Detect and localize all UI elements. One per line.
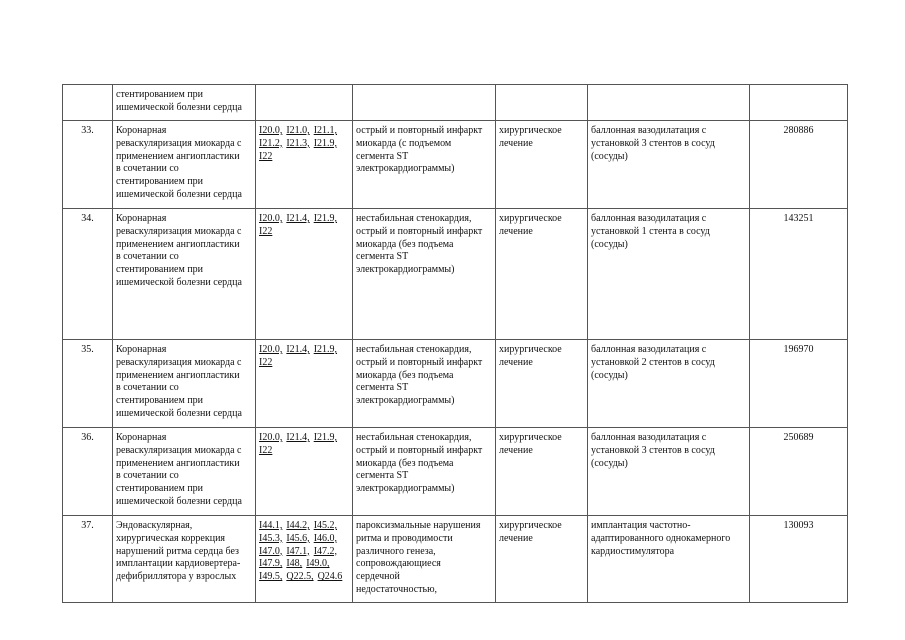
tariff-table bbox=[62, 84, 848, 603]
treatment-method-text: баллонная вазодилатация с bbox=[591, 432, 707, 443]
care-type-cell bbox=[113, 209, 256, 340]
treatment-type-cell bbox=[496, 428, 588, 516]
treatment-type-text: лечение bbox=[499, 532, 533, 544]
care-type-text: Коронарная bbox=[116, 344, 167, 355]
icd-code-link[interactable]: I20.0, bbox=[259, 432, 283, 443]
treatment-type-cell bbox=[496, 121, 588, 209]
treatment-method-text: кардиостимулятора bbox=[591, 545, 675, 557]
treatment-method-text: установкой 3 стентов в сосуд bbox=[591, 444, 715, 456]
icd-code-link[interactable]: I21.2, bbox=[259, 137, 283, 149]
table-row bbox=[63, 85, 848, 121]
care-type-text: стентированием при bbox=[116, 395, 204, 407]
row-number: 37. bbox=[63, 516, 113, 603]
care-type-text: реваскуляризация миокарда с bbox=[116, 356, 242, 368]
treatment-method-cell bbox=[588, 428, 750, 516]
care-type-text: в сочетании со bbox=[116, 251, 179, 263]
patient-model-text: острый и повторный инфаркт bbox=[356, 125, 483, 136]
treatment-type-text: лечение bbox=[499, 137, 533, 149]
patient-model-text: острый и повторный инфаркт bbox=[356, 225, 483, 237]
care-type-text: Эндоваскулярная, bbox=[116, 520, 193, 531]
patient-model-text: сегмента ST bbox=[356, 251, 409, 263]
care-type-cell bbox=[113, 428, 256, 516]
patient-model-text: различного генеза, bbox=[356, 545, 436, 557]
row-number: 35. bbox=[63, 340, 113, 428]
patient-model-cell bbox=[353, 209, 496, 340]
care-type-text: Коронарная bbox=[116, 125, 167, 136]
patient-model-text: сегмента ST bbox=[356, 150, 409, 162]
care-type-text: в сочетании со bbox=[116, 382, 179, 394]
icd-code-link[interactable]: I47.1, bbox=[286, 545, 310, 557]
care-type-cell bbox=[113, 121, 256, 209]
icd-code-link[interactable]: I21.9, bbox=[313, 137, 338, 149]
patient-model-text: острый и повторный инфаркт bbox=[356, 444, 483, 456]
table-row bbox=[63, 209, 848, 340]
treatment-type-text: хирургическое bbox=[499, 125, 562, 136]
icd-code-link[interactable]: I44.2, bbox=[286, 520, 310, 531]
care-type-text: в сочетании со bbox=[116, 163, 179, 175]
patient-model-text: электрокардиограммы) bbox=[356, 483, 455, 495]
icd-code-line bbox=[259, 571, 349, 584]
icd-code-link[interactable]: I22 bbox=[259, 225, 273, 237]
patient-model-cell bbox=[353, 516, 496, 603]
icd-code-link[interactable]: I21.9, bbox=[313, 432, 338, 443]
icd-code-line bbox=[259, 125, 349, 138]
care-type-cell bbox=[113, 340, 256, 428]
treatment-method-text: (сосуды) bbox=[591, 369, 628, 381]
icd-code-link[interactable]: I45.2, bbox=[313, 520, 338, 531]
icd-code-link[interactable]: I20.0, bbox=[259, 344, 283, 355]
treatment-type-cell bbox=[496, 516, 588, 603]
patient-model-cell bbox=[353, 121, 496, 209]
row-number: 36. bbox=[63, 428, 113, 516]
cost-norm: 143251 bbox=[750, 209, 848, 340]
icd-code-link[interactable]: I48, bbox=[286, 558, 303, 570]
treatment-method-text: (сосуды) bbox=[591, 238, 628, 250]
table-body bbox=[63, 85, 848, 603]
patient-model-text: миокарда (без подъема bbox=[356, 457, 454, 469]
treatment-method-cell bbox=[588, 85, 750, 121]
treatment-method-cell bbox=[588, 121, 750, 209]
patient-model-text: электрокардиограммы) bbox=[356, 163, 455, 175]
patient-model-text: острый и повторный инфаркт bbox=[356, 356, 483, 368]
icd-codes-cell bbox=[256, 428, 353, 516]
icd-code-link[interactable]: I20.0, bbox=[259, 213, 283, 224]
care-type-text: ишемической болезни сердца bbox=[116, 188, 242, 200]
treatment-type-text: хирургическое bbox=[499, 432, 562, 443]
treatment-type-cell bbox=[496, 340, 588, 428]
icd-code-link[interactable]: I21.3, bbox=[286, 137, 310, 149]
icd-codes-cell bbox=[256, 516, 353, 603]
patient-model-text: электрокардиограммы) bbox=[356, 395, 455, 407]
icd-code-line bbox=[259, 533, 349, 546]
patient-model-text: пароксизмальные нарушения bbox=[356, 520, 481, 531]
cost-norm bbox=[750, 85, 848, 121]
patient-model-text: нестабильная стенокардия, bbox=[356, 432, 472, 443]
care-type-text: дефибриллятора у взрослых bbox=[116, 571, 237, 583]
icd-code-line bbox=[259, 558, 349, 571]
treatment-type-cell bbox=[496, 85, 588, 121]
treatment-type-text: хирургическое bbox=[499, 520, 562, 531]
icd-code-link[interactable]: I22 bbox=[259, 356, 273, 368]
patient-model-text: миокарда (без подъема bbox=[356, 369, 454, 381]
icd-code-link[interactable]: I22 bbox=[259, 150, 273, 162]
treatment-method-text: имплантация частотно- bbox=[591, 520, 691, 531]
treatment-type-text: лечение bbox=[499, 225, 533, 237]
icd-codes-cell bbox=[256, 85, 353, 121]
table-row bbox=[63, 428, 848, 516]
patient-model-text: миокарда (без подъема bbox=[356, 238, 454, 250]
care-type-text: применением ангиопластики bbox=[116, 150, 240, 162]
patient-model-text: сегмента ST bbox=[356, 382, 409, 394]
care-type-text: ишемической болезни сердца bbox=[116, 101, 242, 113]
care-type-text: нарушений ритма сердца без bbox=[116, 545, 239, 557]
cost-norm: 280886 bbox=[750, 121, 848, 209]
care-type-text: ишемической болезни сердца bbox=[116, 407, 242, 419]
treatment-method-cell bbox=[588, 340, 750, 428]
row-number: 34. bbox=[63, 209, 113, 340]
care-type-text: Коронарная bbox=[116, 432, 167, 443]
treatment-method-cell bbox=[588, 516, 750, 603]
treatment-method-text: адаптированного однокамерного bbox=[591, 532, 731, 544]
patient-model-text: миокарда (с подъемом bbox=[356, 137, 452, 149]
icd-code-link[interactable]: I21.4, bbox=[286, 432, 310, 443]
icd-code-line bbox=[259, 226, 349, 239]
patient-model-text: сегмента ST bbox=[356, 470, 409, 482]
icd-code-link[interactable]: I46.0, bbox=[313, 532, 338, 544]
icd-code-line bbox=[259, 151, 349, 164]
icd-codes-cell bbox=[256, 121, 353, 209]
care-type-text: Коронарная bbox=[116, 213, 167, 224]
patient-model-cell bbox=[353, 85, 496, 121]
treatment-type-text: хирургическое bbox=[499, 344, 562, 355]
icd-code-link[interactable]: I47.2, bbox=[313, 545, 338, 557]
icd-code-line bbox=[259, 138, 349, 151]
treatment-method-text: баллонная вазодилатация с bbox=[591, 344, 707, 355]
icd-code-link[interactable]: I44.1, bbox=[259, 520, 283, 531]
treatment-method-cell bbox=[588, 209, 750, 340]
row-number: 33. bbox=[63, 121, 113, 209]
icd-code-link[interactable]: I22 bbox=[259, 444, 273, 456]
care-type-text: стентированием при bbox=[116, 264, 204, 276]
patient-model-cell bbox=[353, 340, 496, 428]
care-type-text: реваскуляризация миокарда с bbox=[116, 137, 242, 149]
patient-model-cell bbox=[353, 428, 496, 516]
icd-code-link[interactable]: Q22.5, bbox=[286, 571, 314, 583]
care-type-text: применением ангиопластики bbox=[116, 238, 240, 250]
patient-model-text: ритма и проводимости bbox=[356, 532, 453, 544]
icd-code-link[interactable]: I49.0, bbox=[306, 558, 330, 570]
icd-codes-cell bbox=[256, 340, 353, 428]
table-row bbox=[63, 121, 848, 209]
care-type-text: применением ангиопластики bbox=[116, 369, 240, 381]
care-type-text: стентированием при bbox=[116, 176, 204, 188]
icd-code-link[interactable]: I45.6, bbox=[286, 532, 310, 544]
cost-norm: 250689 bbox=[750, 428, 848, 516]
icd-code-link[interactable]: I20.0, bbox=[259, 125, 283, 136]
patient-model-text: сердечной bbox=[356, 571, 400, 583]
care-type-text: реваскуляризация миокарда с bbox=[116, 444, 242, 456]
icd-code-line bbox=[259, 546, 349, 559]
table-row bbox=[63, 516, 848, 603]
treatment-method-text: (сосуды) bbox=[591, 150, 628, 162]
icd-code-link[interactable]: I21.4, bbox=[286, 344, 310, 355]
treatment-type-text: лечение bbox=[499, 356, 533, 368]
icd-code-line bbox=[259, 213, 349, 226]
care-type-cell bbox=[113, 85, 256, 121]
icd-code-link[interactable]: I47.0, bbox=[259, 545, 283, 557]
icd-code-link[interactable]: Q24.6 bbox=[317, 571, 343, 583]
row-number bbox=[63, 85, 113, 121]
patient-model-text: сопровождающиеся bbox=[356, 558, 441, 570]
care-type-text: хирургическая коррекция bbox=[116, 532, 226, 544]
treatment-type-text: лечение bbox=[499, 444, 533, 456]
care-type-cell bbox=[113, 516, 256, 603]
icd-code-line bbox=[259, 432, 349, 445]
care-type-text: имплантации кардиовертера- bbox=[116, 558, 241, 570]
icd-code-link[interactable]: I21.1, bbox=[313, 125, 338, 136]
treatment-type-cell bbox=[496, 209, 588, 340]
icd-code-line bbox=[259, 445, 349, 458]
patient-model-text: электрокардиограммы) bbox=[356, 264, 455, 276]
care-type-text: реваскуляризация миокарда с bbox=[116, 225, 242, 237]
patient-model-text: недостаточностью, bbox=[356, 583, 438, 595]
icd-code-line bbox=[259, 344, 349, 357]
treatment-method-text: установкой 2 стентов в сосуд bbox=[591, 356, 715, 368]
care-type-text: стентированием при bbox=[116, 89, 204, 100]
table-row bbox=[63, 340, 848, 428]
care-type-text: ишемической болезни сердца bbox=[116, 495, 242, 507]
care-type-text: стентированием при bbox=[116, 483, 204, 495]
patient-model-text: нестабильная стенокардия, bbox=[356, 213, 472, 224]
care-type-text: применением ангиопластики bbox=[116, 457, 240, 469]
icd-code-link[interactable]: I21.9, bbox=[313, 213, 338, 224]
treatment-method-text: (сосуды) bbox=[591, 457, 628, 469]
icd-codes-cell bbox=[256, 209, 353, 340]
cost-norm: 130093 bbox=[750, 516, 848, 603]
icd-code-link[interactable]: I45.3, bbox=[259, 532, 283, 544]
treatment-method-text: баллонная вазодилатация с bbox=[591, 125, 707, 136]
icd-code-link[interactable]: I21.4, bbox=[286, 213, 310, 224]
care-type-text: ишемической болезни сердца bbox=[116, 276, 242, 288]
care-type-text: в сочетании со bbox=[116, 470, 179, 482]
treatment-type-text: хирургическое bbox=[499, 213, 562, 224]
treatment-method-text: баллонная вазодилатация с bbox=[591, 213, 707, 224]
icd-code-line bbox=[259, 357, 349, 370]
treatment-method-text: установкой 3 стентов в сосуд bbox=[591, 137, 715, 149]
cost-norm: 196970 bbox=[750, 340, 848, 428]
patient-model-text: нестабильная стенокардия, bbox=[356, 344, 472, 355]
icd-code-link[interactable]: I21.9, bbox=[313, 344, 338, 355]
icd-code-link[interactable]: I49.5, bbox=[259, 571, 283, 583]
icd-code-line bbox=[259, 520, 349, 533]
treatment-method-text: установкой 1 стента в сосуд bbox=[591, 225, 710, 237]
icd-code-link[interactable]: I21.0, bbox=[286, 125, 310, 136]
icd-code-link[interactable]: I47.9, bbox=[259, 558, 283, 570]
